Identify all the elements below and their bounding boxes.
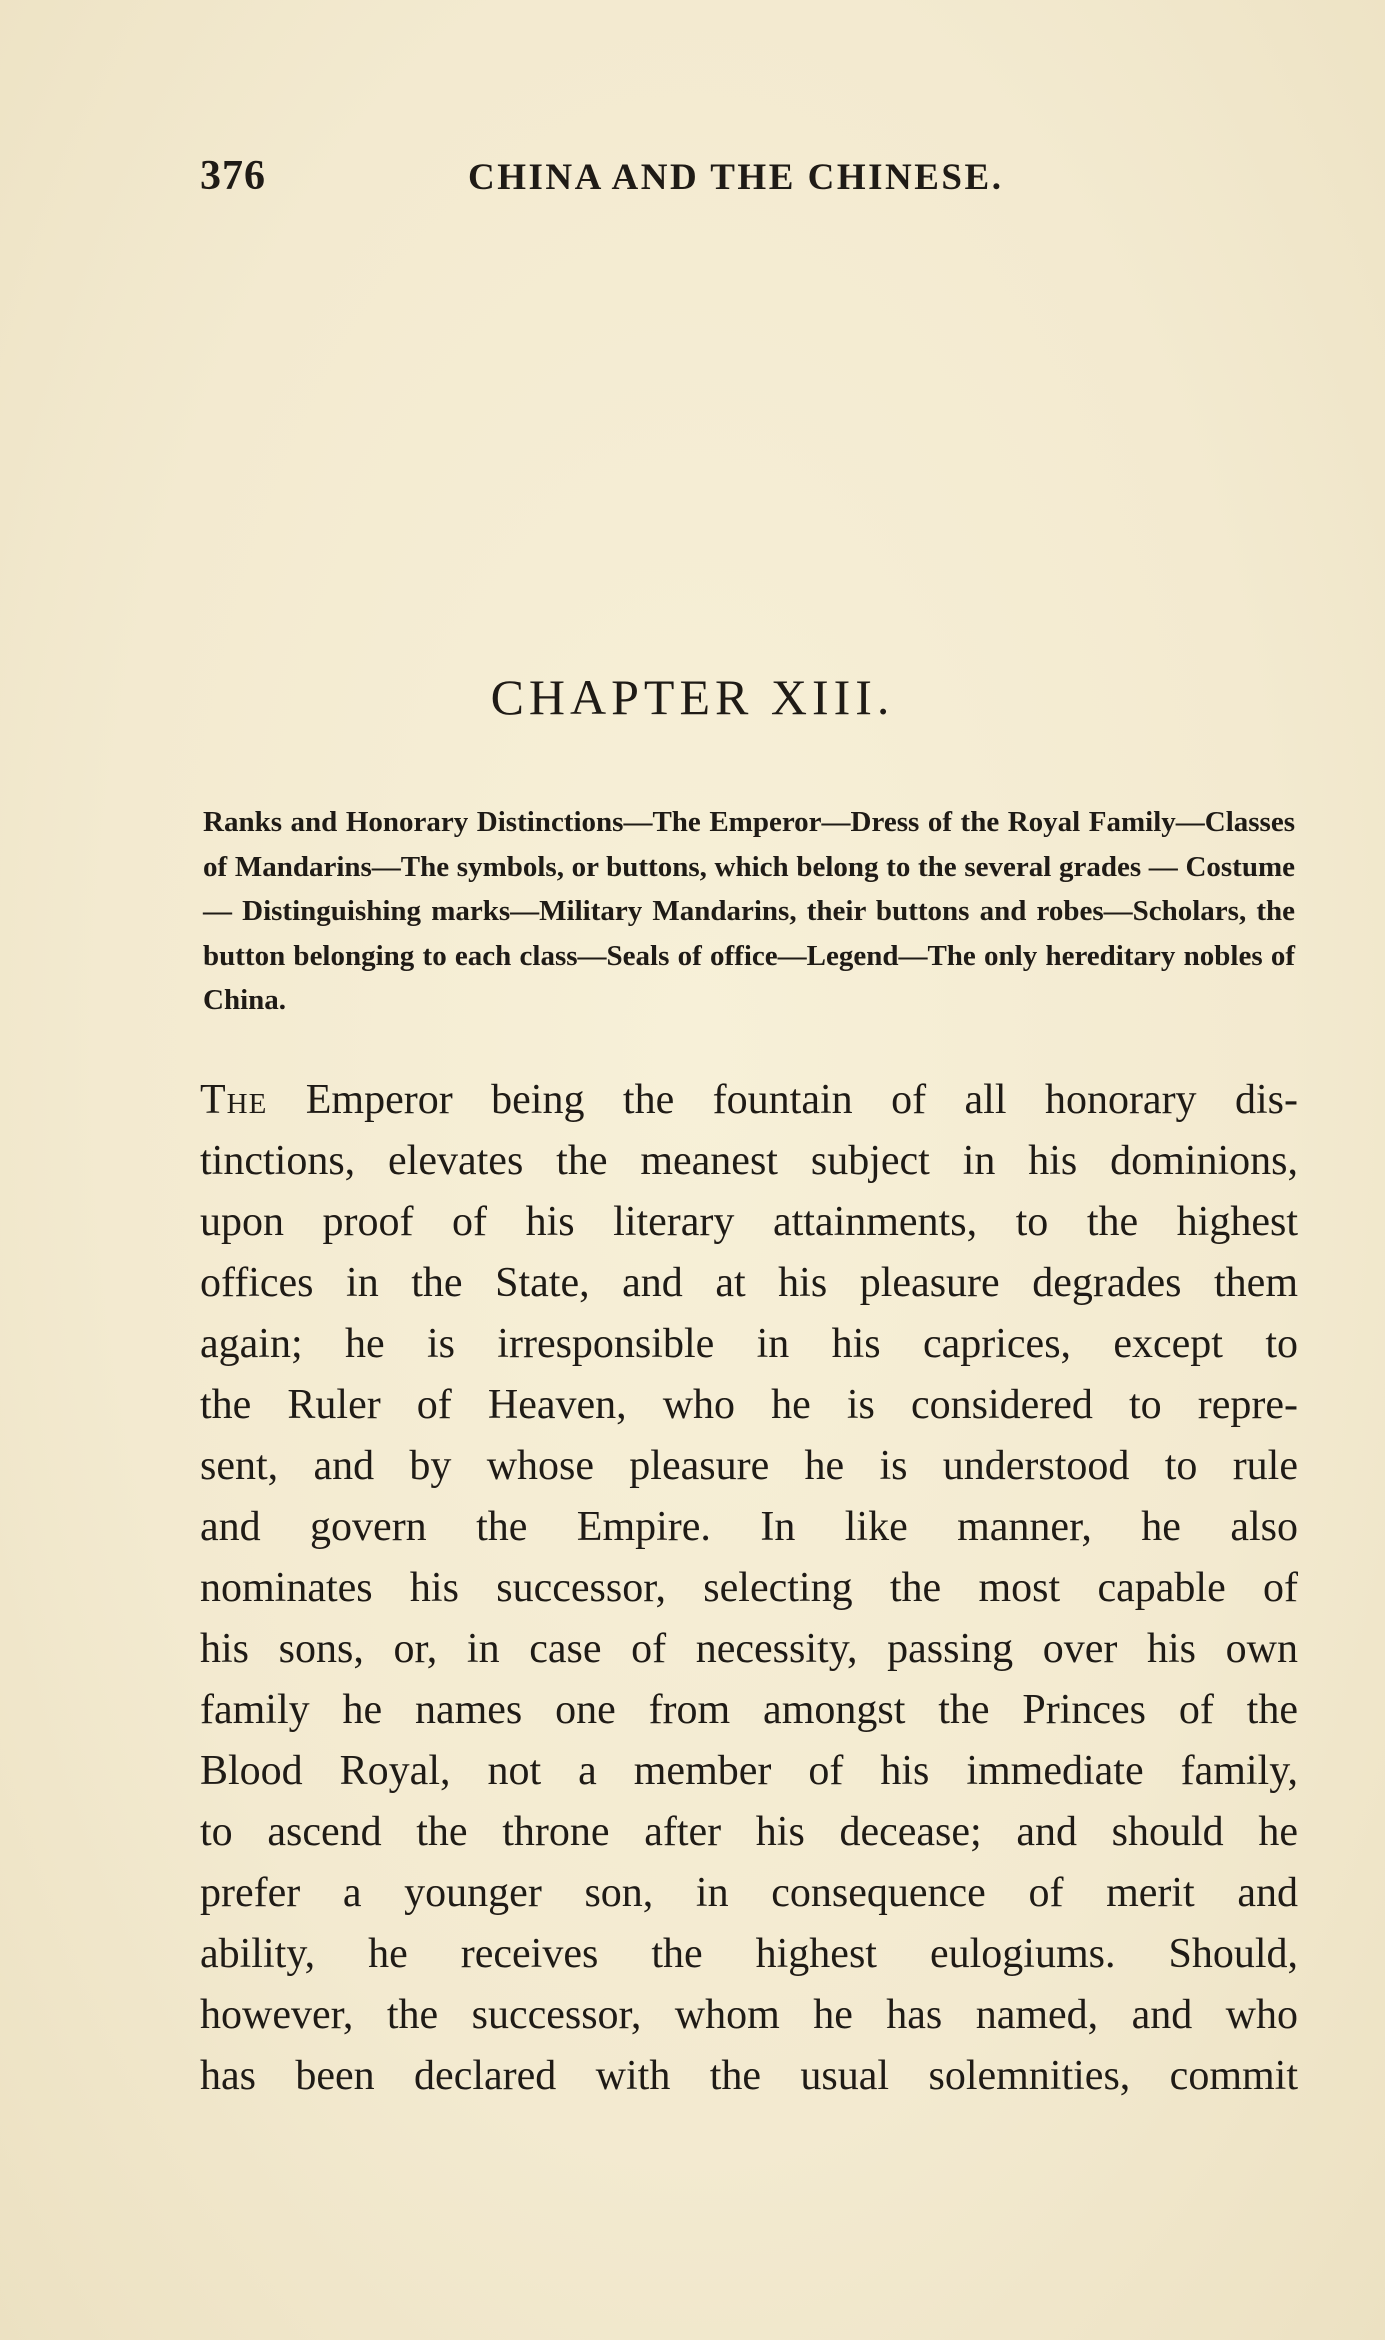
chapter-title: CHAPTER XIII. xyxy=(490,669,895,725)
body-line: prefer a younger son, in consequence of merit and xyxy=(200,1870,1298,1916)
body-line-text: Emperor being the fountain of all honorary dis- xyxy=(305,1077,1299,1123)
chapter-summary: Ranks and Honorary Distinctions—The Emperor—Dress of the Royal Family—Classes of Mandarins—The symbols, or buttons, which belong to the several grades — Costume — Distinguishing marks—Military Mandarins, their buttons and robes—Scholars, the button belonging to each class—Seals of office—Legend—The only hereditary nobles of China. xyxy=(203,806,1295,1016)
opening-word: The xyxy=(200,1077,268,1123)
body-line: to ascend the throne after his decease; and should he xyxy=(200,1809,1298,1855)
body-line: tinctions, elevates the meanest subject in his dominions, xyxy=(200,1138,1298,1184)
page-number: 376 xyxy=(200,153,266,199)
body-line: sent, and by whose pleasure he is understood to rule xyxy=(200,1443,1298,1489)
body-line: ability, he receives the highest eulogiums. Should, xyxy=(200,1931,1298,1977)
page-header xyxy=(200,152,1300,212)
body-line xyxy=(200,1070,1298,1131)
body-line: upon proof of his literary attainments, to the highest xyxy=(200,1199,1298,1245)
body-line: and govern the Empire. In like manner, he also xyxy=(200,1504,1298,1550)
body-line: family he names one from amongst the Princes of the xyxy=(200,1687,1298,1733)
body-line: has been declared with the usual solemnities, commit xyxy=(200,2053,1298,2099)
body-line: offices in the State, and at his pleasure degrades them xyxy=(200,1260,1298,1306)
body-line: Blood Royal, not a member of his immediate family, xyxy=(200,1748,1298,1794)
body-line: again; he is irresponsible in his caprices, except to xyxy=(200,1321,1298,1367)
body-line: however, the successor, whom he has named, and who xyxy=(200,1992,1298,2038)
body-line: the Ruler of Heaven, who he is considered to repre- xyxy=(200,1382,1298,1428)
body-line: nominates his successor, selecting the most capable of xyxy=(200,1565,1298,1611)
running-head: CHINA AND THE CHINESE. xyxy=(468,157,1004,198)
body-text xyxy=(200,1070,1298,2107)
body-line: his sons, or, in case of necessity, passing over his own xyxy=(200,1626,1298,1672)
